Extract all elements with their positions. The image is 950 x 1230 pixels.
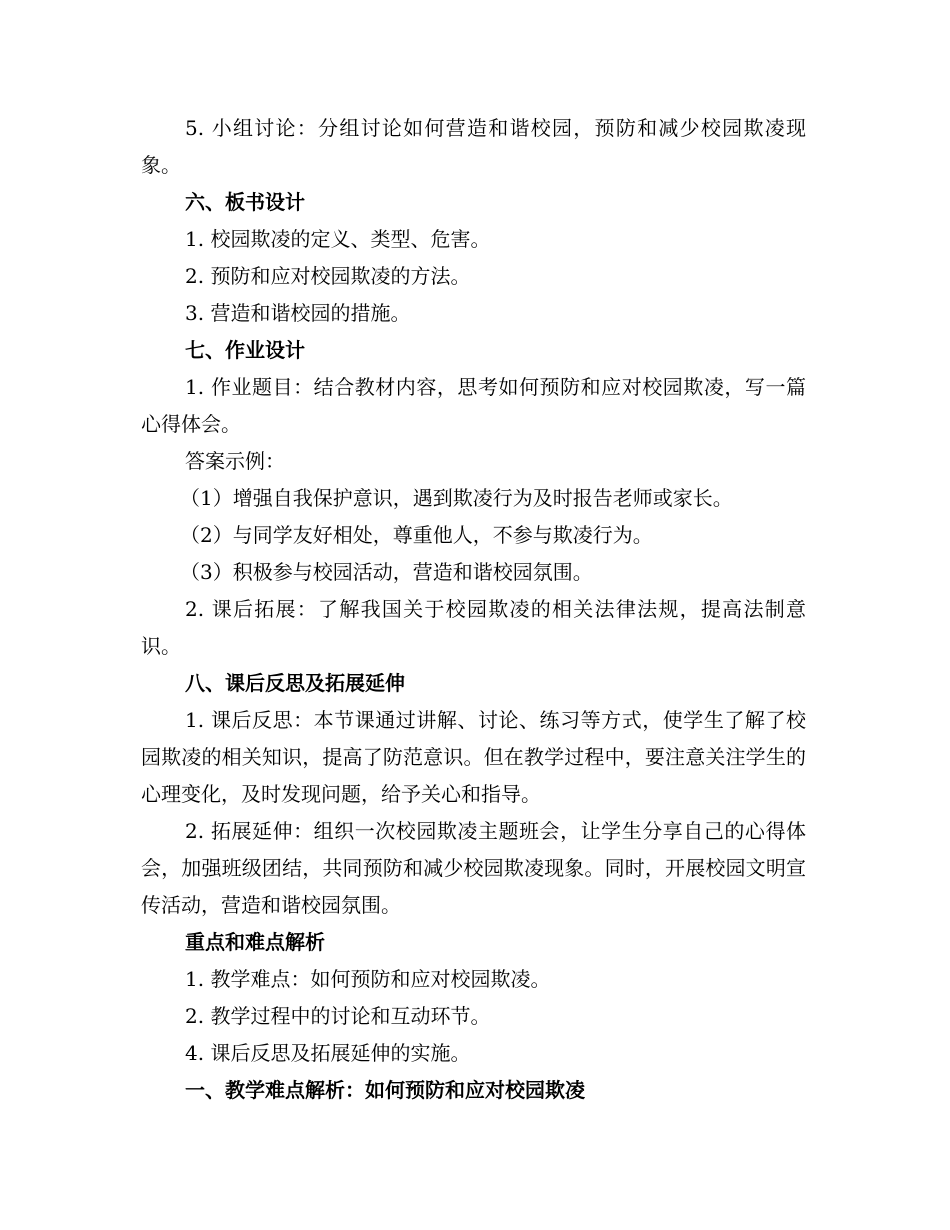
heading-key-difficult-points: 重点和难点解析	[185, 930, 325, 954]
heading-reflection: 八、课后反思及拓展延伸	[185, 671, 405, 695]
paragraph-homework-topic: 1. 作业题目：结合教材内容，思考如何预防和应对校园欺凌，写一篇心得体会。	[141, 375, 806, 436]
document-page	[141, 110, 806, 1109]
paragraph-reflection: 1. 课后反思：本节课通过讲解、讨论、练习等方式，使学生了解了校园欺凌的相关知识，提高了防范意识。但在教学过程中，要注意关注学生的心理变化，及时发现问题，给予关心和指导。	[141, 708, 806, 806]
paragraph-extension: 2. 课后拓展：了解我国关于校园欺凌的相关法律法规，提高法制意识。	[141, 597, 806, 658]
heading-homework-design: 七、作业设计	[185, 338, 305, 362]
heading-board-design: 六、板书设计	[185, 190, 305, 214]
answer-item: （3）积极参与校园活动，营造和谐校园氛围。	[180, 560, 593, 584]
paragraph-extension-activity: 2. 拓展延伸：组织一次校园欺凌主题班会，让学生分享自己的心得体会，加强班级团结，共同预防和减少校园欺凌现象。同时，开展校园文明宣传活动，营造和谐校园氛围。	[141, 819, 806, 917]
heading-difficulty-analysis: 一、教学难点解析：如何预防和应对校园欺凌	[185, 1078, 585, 1102]
list-item: 3. 营造和谐校园的措施。	[185, 301, 411, 325]
answer-item: （1）增强自我保护意识，遇到欺凌行为及时报告老师或家长。	[180, 486, 733, 510]
answer-item: （2）与同学友好相处，尊重他人，不参与欺凌行为。	[180, 523, 653, 547]
list-item: 2. 教学过程中的讨论和互动环节。	[185, 1004, 491, 1028]
list-item: 4. 课后反思及拓展延伸的实施。	[185, 1041, 471, 1065]
paragraph-group-discussion: 5. 小组讨论：分组讨论如何营造和谐校园，预防和减少校园欺凌现象。	[141, 116, 806, 177]
list-item: 1. 教学难点：如何预防和应对校园欺凌。	[185, 967, 551, 991]
list-item: 1. 校园欺凌的定义、类型、危害。	[185, 227, 491, 251]
list-item: 2. 预防和应对校园欺凌的方法。	[185, 264, 471, 288]
answer-example-label: 答案示例：	[185, 449, 285, 473]
